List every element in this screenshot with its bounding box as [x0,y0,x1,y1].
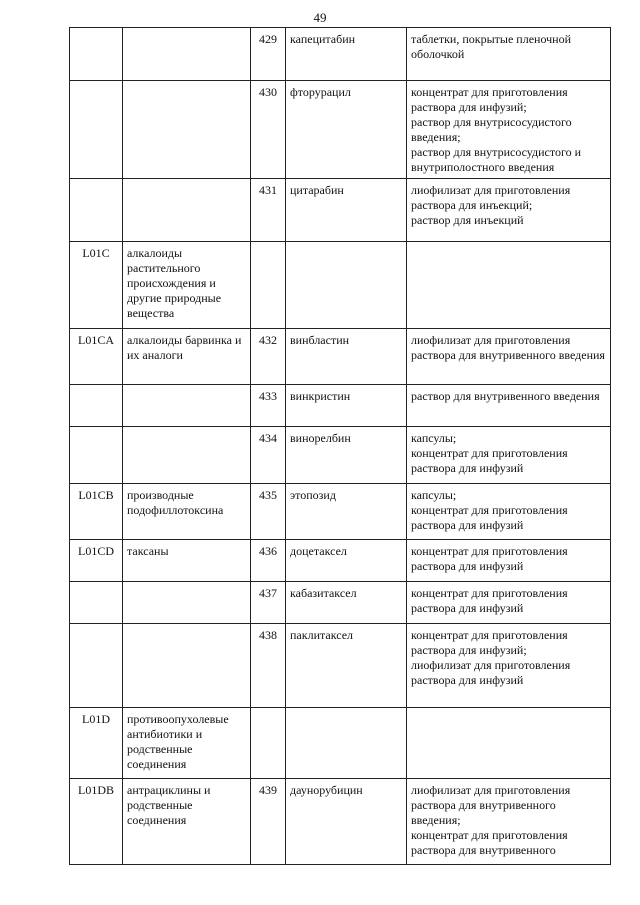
atc-group-cell: алкалоиды барвинка и их аналоги [123,329,251,385]
atc-code-cell: L01CB [70,484,123,540]
table-row [70,28,611,81]
atc-code-cell [70,624,123,708]
item-number-cell: 431 [251,179,286,242]
atc-group-cell: алкалоиды растительного происхождения и другие природные вещества [123,242,251,329]
atc-group-cell: таксаны [123,540,251,582]
item-number-cell [251,708,286,779]
atc-code-cell: L01DB [70,779,123,865]
atc-code-cell: L01D [70,708,123,779]
table-row [70,329,611,385]
dosage-form-cell [407,708,611,779]
page-number: 49 [313,10,327,25]
drug-name-cell: даунорубицин [286,779,407,865]
table-row [70,582,611,624]
dosage-form-cell: концентрат для приготовления раствора для инфузий; лиофилизат для приготовления раствора для инфузий [407,624,611,708]
atc-code-cell [70,81,123,179]
table-row [70,540,611,582]
drug-name-cell: капецитабин [286,28,407,81]
drug-name-cell: винорелбин [286,427,407,484]
atc-code-cell: L01CA [70,329,123,385]
table-row [70,779,611,865]
item-number-cell: 433 [251,385,286,427]
drug-name-cell [286,242,407,329]
dosage-form-cell: раствор для внутривенного введения [407,385,611,427]
dosage-form-cell: лиофилизат для приготовления раствора для внутривенного введения; концентрат для приготовления раствора для внутривенного [407,779,611,865]
atc-code-cell [70,582,123,624]
drug-name-cell: доцетаксел [286,540,407,582]
dosage-form-cell: лиофилизат для приготовления раствора для внутривенного введения [407,329,611,385]
drug-name-cell: винкристин [286,385,407,427]
atc-code-cell [70,427,123,484]
item-number-cell: 438 [251,624,286,708]
drug-name-cell: этопозид [286,484,407,540]
item-number-cell [251,242,286,329]
dosage-form-cell: лиофилизат для приготовления раствора для инъекций; раствор для инъекций [407,179,611,242]
item-number-cell: 434 [251,427,286,484]
atc-group-cell [123,28,251,81]
drug-name-cell: винбластин [286,329,407,385]
atc-group-cell [123,179,251,242]
drug-name-cell: цитарабин [286,179,407,242]
table-row [70,242,611,329]
item-number-cell: 439 [251,779,286,865]
drug-name-cell: паклитаксел [286,624,407,708]
atc-group-cell [123,582,251,624]
drug-name-cell: фторурацил [286,81,407,179]
table-row [70,624,611,708]
dosage-form-cell: капсулы; концентрат для приготовления раствора для инфузий [407,427,611,484]
atc-group-cell [123,624,251,708]
drug-table [69,27,611,865]
item-number-cell: 429 [251,28,286,81]
atc-code-cell: L01C [70,242,123,329]
table-row [70,81,611,179]
table-row [70,427,611,484]
dosage-form-cell: концентрат для приготовления раствора для инфузий; раствор для внутрисосудистого введения; раствор для внутрисосудистого и внутриполостного введения [407,81,611,179]
dosage-form-cell: таблетки, покрытые пленочной оболочкой [407,28,611,81]
item-number-cell: 430 [251,81,286,179]
item-number-cell: 437 [251,582,286,624]
item-number-cell: 436 [251,540,286,582]
table-row [70,708,611,779]
atc-code-cell [70,385,123,427]
dosage-form-cell: капсулы; концентрат для приготовления раствора для инфузий [407,484,611,540]
item-number-cell: 432 [251,329,286,385]
atc-group-cell: противоопухолевые антибиотики и родственные соединения [123,708,251,779]
atc-group-cell: производные подофиллотоксина [123,484,251,540]
item-number-cell: 435 [251,484,286,540]
atc-code-cell [70,28,123,81]
dosage-form-cell: концентрат для приготовления раствора для инфузий [407,582,611,624]
atc-group-cell [123,81,251,179]
atc-group-cell [123,427,251,484]
atc-code-cell: L01CD [70,540,123,582]
drug-name-cell: кабазитаксел [286,582,407,624]
atc-group-cell [123,385,251,427]
table-row [70,385,611,427]
table-row [70,484,611,540]
drug-name-cell [286,708,407,779]
table-row [70,179,611,242]
atc-group-cell: антрациклины и родственные соединения [123,779,251,865]
atc-code-cell [70,179,123,242]
dosage-form-cell: концентрат для приготовления раствора для инфузий [407,540,611,582]
dosage-form-cell [407,242,611,329]
